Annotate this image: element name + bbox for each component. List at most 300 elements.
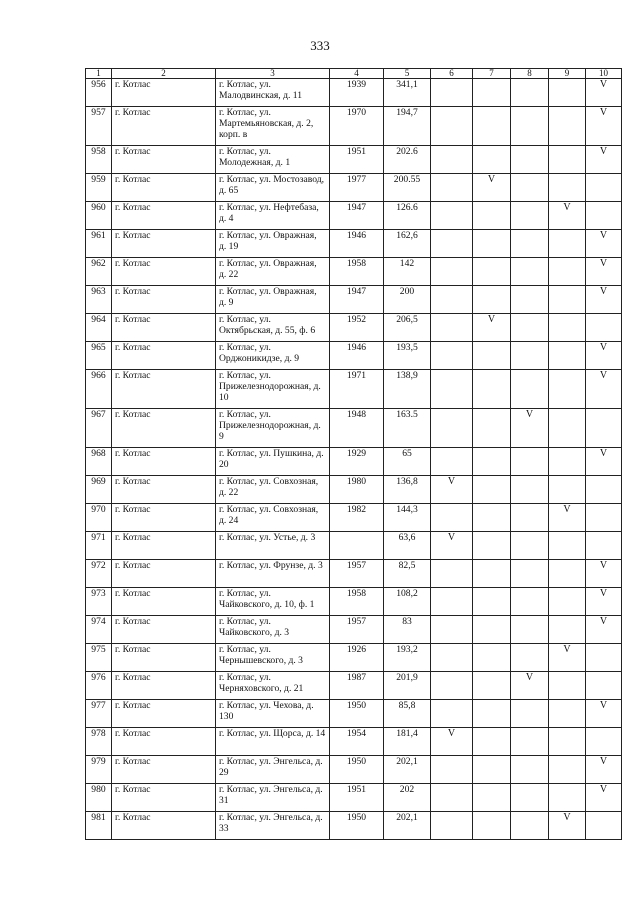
year-built: 1971 [330, 370, 384, 409]
mark-cell-col-8 [511, 644, 549, 672]
mark-cell-col-9 [549, 728, 586, 756]
row-number: 973 [86, 588, 112, 616]
mark-cell-col-8 [511, 476, 549, 504]
check-mark: V [586, 560, 622, 588]
mark-cell-col-6 [431, 202, 473, 230]
mark-cell-col-7 [473, 672, 511, 700]
mark-cell-col-9 [549, 230, 586, 258]
floor-area: 193,5 [384, 342, 431, 370]
year-built: 1950 [330, 700, 384, 728]
mark-cell-col-6 [431, 174, 473, 202]
mark-cell-col-6 [431, 258, 473, 286]
check-mark: V [473, 174, 511, 202]
col-header-10: 10 [586, 69, 622, 79]
address: г. Котлас, ул. Устье, д. 3 [216, 532, 330, 560]
mark-cell-col-9 [549, 146, 586, 174]
settlement: г. Котлас [112, 448, 216, 476]
settlement: г. Котлас [112, 146, 216, 174]
mark-cell-col-6 [431, 504, 473, 532]
mark-cell-col-8 [511, 202, 549, 230]
address: г. Котлас, ул. Чехова, д. 130 [216, 700, 330, 728]
mark-cell-col-8 [511, 728, 549, 756]
address: г. Котлас, ул. Совхозная, д. 22 [216, 476, 330, 504]
row-number: 970 [86, 504, 112, 532]
mark-cell-col-6 [431, 700, 473, 728]
mark-cell-col-9 [549, 409, 586, 448]
table-body [86, 79, 622, 840]
mark-cell-col-10 [586, 644, 622, 672]
year-built: 1947 [330, 202, 384, 230]
mark-cell-col-8 [511, 146, 549, 174]
floor-area: 65 [384, 448, 431, 476]
settlement: г. Котлас [112, 107, 216, 146]
check-mark: V [586, 342, 622, 370]
mark-cell-col-6 [431, 146, 473, 174]
year-built: 1982 [330, 504, 384, 532]
col-header-7: 7 [473, 69, 511, 79]
table-row [86, 532, 622, 560]
table-row [86, 700, 622, 728]
address: г. Котлас, ул. Овражная, д. 9 [216, 286, 330, 314]
row-number: 972 [86, 560, 112, 588]
mark-cell-col-9 [549, 560, 586, 588]
floor-area: 202 [384, 784, 431, 812]
row-number: 968 [86, 448, 112, 476]
mark-cell-col-6 [431, 409, 473, 448]
check-mark: V [511, 672, 549, 700]
mark-cell-col-9 [549, 174, 586, 202]
floor-area: 82,5 [384, 560, 431, 588]
year-built [330, 532, 384, 560]
mark-cell-col-6 [431, 370, 473, 409]
check-mark: V [549, 504, 586, 532]
settlement: г. Котлас [112, 756, 216, 784]
column-number-row [86, 69, 622, 79]
mark-cell-col-8 [511, 560, 549, 588]
settlement: г. Котлас [112, 532, 216, 560]
col-header-3: 3 [216, 69, 330, 79]
mark-cell-col-10 [586, 202, 622, 230]
mark-cell-col-6 [431, 812, 473, 840]
check-mark: V [586, 588, 622, 616]
row-number: 978 [86, 728, 112, 756]
floor-area: 200 [384, 286, 431, 314]
mark-cell-col-7 [473, 700, 511, 728]
table-row [86, 784, 622, 812]
page-number: 333 [310, 38, 330, 53]
mark-cell-col-6 [431, 230, 473, 258]
mark-cell-col-8 [511, 174, 549, 202]
col-header-1: 1 [86, 69, 112, 79]
mark-cell-col-9 [549, 286, 586, 314]
floor-area: 194,7 [384, 107, 431, 146]
row-number: 979 [86, 756, 112, 784]
year-built: 1947 [330, 286, 384, 314]
floor-area: 85,8 [384, 700, 431, 728]
mark-cell-col-9 [549, 79, 586, 107]
mark-cell-col-8 [511, 588, 549, 616]
settlement: г. Котлас [112, 700, 216, 728]
mark-cell-col-9 [549, 314, 586, 342]
mark-cell-col-8 [511, 700, 549, 728]
settlement: г. Котлас [112, 672, 216, 700]
check-mark: V [586, 230, 622, 258]
floor-area: 126.6 [384, 202, 431, 230]
settlement: г. Котлас [112, 370, 216, 409]
mark-cell-col-8 [511, 812, 549, 840]
settlement: г. Котлас [112, 174, 216, 202]
row-number: 959 [86, 174, 112, 202]
row-number: 975 [86, 644, 112, 672]
address: г. Котлас, ул. Прижелезнодорожная, д. 10 [216, 370, 330, 409]
mark-cell-col-9 [549, 258, 586, 286]
year-built: 1948 [330, 409, 384, 448]
row-number: 980 [86, 784, 112, 812]
floor-area: 341,1 [384, 79, 431, 107]
address: г. Котлас, ул. Прижелезнодорожная, д. 9 [216, 409, 330, 448]
address: г. Котлас, ул. Мостозавод, д. 65 [216, 174, 330, 202]
mark-cell-col-10 [586, 476, 622, 504]
check-mark: V [473, 314, 511, 342]
mark-cell-col-6 [431, 644, 473, 672]
floor-area: 63,6 [384, 532, 431, 560]
mark-cell-col-7 [473, 409, 511, 448]
year-built: 1952 [330, 314, 384, 342]
year-built: 1950 [330, 812, 384, 840]
mark-cell-col-7 [473, 812, 511, 840]
mark-cell-col-7 [473, 342, 511, 370]
check-mark: V [586, 756, 622, 784]
mark-cell-col-9 [549, 588, 586, 616]
row-number: 966 [86, 370, 112, 409]
mark-cell-col-9 [549, 756, 586, 784]
year-built: 1980 [330, 476, 384, 504]
address: г. Котлас, ул. Энгельса, д. 31 [216, 784, 330, 812]
mark-cell-col-8 [511, 616, 549, 644]
table-row [86, 812, 622, 840]
row-number: 962 [86, 258, 112, 286]
check-mark: V [586, 700, 622, 728]
mark-cell-col-10 [586, 532, 622, 560]
mark-cell-col-6 [431, 616, 473, 644]
mark-cell-col-9 [549, 342, 586, 370]
mark-cell-col-6 [431, 79, 473, 107]
mark-cell-col-7 [473, 756, 511, 784]
mark-cell-col-7 [473, 504, 511, 532]
table-row [86, 728, 622, 756]
check-mark: V [431, 728, 473, 756]
check-mark: V [586, 784, 622, 812]
mark-cell-col-7 [473, 230, 511, 258]
mark-cell-col-6 [431, 588, 473, 616]
mark-cell-col-8 [511, 79, 549, 107]
table-row [86, 588, 622, 616]
address: г. Котлас, ул. Молодежная, д. 1 [216, 146, 330, 174]
settlement: г. Котлас [112, 202, 216, 230]
mark-cell-col-7 [473, 588, 511, 616]
table-row [86, 314, 622, 342]
address: г. Котлас, ул. Черняховского, д. 21 [216, 672, 330, 700]
mark-cell-col-6 [431, 784, 473, 812]
col-header-6: 6 [431, 69, 473, 79]
table-row [86, 504, 622, 532]
address: г. Котлас, ул. Нефтебаза, д. 4 [216, 202, 330, 230]
table-row [86, 370, 622, 409]
table-row [86, 286, 622, 314]
mark-cell-col-8 [511, 314, 549, 342]
row-number: 976 [86, 672, 112, 700]
settlement: г. Котлас [112, 258, 216, 286]
table-row [86, 672, 622, 700]
mark-cell-col-7 [473, 476, 511, 504]
address: г. Котлас, ул. Чернышевского, д. 3 [216, 644, 330, 672]
year-built: 1926 [330, 644, 384, 672]
table-row [86, 107, 622, 146]
row-number: 981 [86, 812, 112, 840]
row-number: 958 [86, 146, 112, 174]
floor-area: 181,4 [384, 728, 431, 756]
address: г. Котлас, ул. Овражная, д. 22 [216, 258, 330, 286]
mark-cell-col-6 [431, 342, 473, 370]
settlement: г. Котлас [112, 409, 216, 448]
year-built: 1929 [330, 448, 384, 476]
check-mark: V [586, 286, 622, 314]
settlement: г. Котлас [112, 812, 216, 840]
mark-cell-col-9 [549, 672, 586, 700]
mark-cell-col-7 [473, 616, 511, 644]
floor-area: 83 [384, 616, 431, 644]
check-mark: V [549, 202, 586, 230]
table-row [86, 258, 622, 286]
settlement: г. Котлас [112, 314, 216, 342]
settlement: г. Котлас [112, 560, 216, 588]
mark-cell-col-8 [511, 784, 549, 812]
address: г. Котлас, ул. Чайковского, д. 10, ф. 1 [216, 588, 330, 616]
mark-cell-col-7 [473, 784, 511, 812]
table-row [86, 756, 622, 784]
table-row [86, 644, 622, 672]
col-header-4: 4 [330, 69, 384, 79]
mark-cell-col-10 [586, 728, 622, 756]
settlement: г. Котлас [112, 230, 216, 258]
table-row [86, 174, 622, 202]
row-number: 967 [86, 409, 112, 448]
mark-cell-col-8 [511, 286, 549, 314]
mark-cell-col-6 [431, 286, 473, 314]
year-built: 1958 [330, 258, 384, 286]
mark-cell-col-9 [549, 448, 586, 476]
year-built: 1946 [330, 230, 384, 258]
mark-cell-col-7 [473, 532, 511, 560]
mark-cell-col-8 [511, 107, 549, 146]
mark-cell-col-9 [549, 370, 586, 409]
floor-area: 201,9 [384, 672, 431, 700]
mark-cell-col-9 [549, 700, 586, 728]
settlement: г. Котлас [112, 616, 216, 644]
row-number: 969 [86, 476, 112, 504]
year-built: 1950 [330, 756, 384, 784]
floor-area: 162,6 [384, 230, 431, 258]
col-header-8: 8 [511, 69, 549, 79]
mark-cell-col-9 [549, 616, 586, 644]
row-number: 965 [86, 342, 112, 370]
mark-cell-col-10 [586, 409, 622, 448]
row-number: 974 [86, 616, 112, 644]
row-number: 977 [86, 700, 112, 728]
mark-cell-col-8 [511, 448, 549, 476]
settlement: г. Котлас [112, 79, 216, 107]
floor-area: 202.6 [384, 146, 431, 174]
floor-area: 144,3 [384, 504, 431, 532]
floor-area: 193,2 [384, 644, 431, 672]
mark-cell-col-6 [431, 107, 473, 146]
address: г. Котлас, ул. Щорса, д. 14 [216, 728, 330, 756]
mark-cell-col-8 [511, 532, 549, 560]
year-built: 1957 [330, 616, 384, 644]
floor-area: 138,9 [384, 370, 431, 409]
col-header-2: 2 [112, 69, 216, 79]
settlement: г. Котлас [112, 588, 216, 616]
floor-area: 202,1 [384, 756, 431, 784]
address: г. Котлас, ул. Овражная, д. 19 [216, 230, 330, 258]
settlement: г. Котлас [112, 476, 216, 504]
mark-cell-col-6 [431, 672, 473, 700]
check-mark: V [586, 79, 622, 107]
year-built: 1958 [330, 588, 384, 616]
mark-cell-col-10 [586, 504, 622, 532]
year-built: 1951 [330, 784, 384, 812]
row-number: 961 [86, 230, 112, 258]
mark-cell-col-10 [586, 174, 622, 202]
row-number: 957 [86, 107, 112, 146]
col-header-5: 5 [384, 69, 431, 79]
mark-cell-col-8 [511, 342, 549, 370]
mark-cell-col-7 [473, 644, 511, 672]
housing-register-table [85, 68, 622, 840]
mark-cell-col-7 [473, 202, 511, 230]
address: г. Котлас, ул. Фрунзе, д. 3 [216, 560, 330, 588]
table-row [86, 560, 622, 588]
table-row [86, 476, 622, 504]
floor-area: 108,2 [384, 588, 431, 616]
address: г. Котлас, ул. Мартемьяновская, д. 2, корп. в [216, 107, 330, 146]
mark-cell-col-8 [511, 370, 549, 409]
mark-cell-col-7 [473, 448, 511, 476]
check-mark: V [586, 370, 622, 409]
table-row [86, 342, 622, 370]
check-mark: V [586, 448, 622, 476]
mark-cell-col-8 [511, 504, 549, 532]
check-mark: V [549, 812, 586, 840]
year-built: 1987 [330, 672, 384, 700]
mark-cell-col-6 [431, 314, 473, 342]
row-number: 960 [86, 202, 112, 230]
col-header-9: 9 [549, 69, 586, 79]
address: г. Котлас, ул. Энгельса, д. 33 [216, 812, 330, 840]
check-mark: V [586, 258, 622, 286]
floor-area: 206,5 [384, 314, 431, 342]
mark-cell-col-6 [431, 448, 473, 476]
mark-cell-col-7 [473, 146, 511, 174]
mark-cell-col-10 [586, 314, 622, 342]
check-mark: V [586, 146, 622, 174]
floor-area: 136,8 [384, 476, 431, 504]
check-mark: V [431, 476, 473, 504]
table-row [86, 146, 622, 174]
settlement: г. Котлас [112, 644, 216, 672]
row-number: 963 [86, 286, 112, 314]
mark-cell-col-8 [511, 258, 549, 286]
address: г. Котлас, ул. Малодвинская, д. 11 [216, 79, 330, 107]
mark-cell-col-6 [431, 756, 473, 784]
floor-area: 142 [384, 258, 431, 286]
table-row [86, 230, 622, 258]
address: г. Котлас, ул. Чайковского, д. 3 [216, 616, 330, 644]
mark-cell-col-7 [473, 258, 511, 286]
check-mark: V [586, 616, 622, 644]
mark-cell-col-7 [473, 728, 511, 756]
mark-cell-col-7 [473, 286, 511, 314]
address: г. Котлас, ул. Энгельса, д. 29 [216, 756, 330, 784]
table-row [86, 79, 622, 107]
mark-cell-col-8 [511, 756, 549, 784]
check-mark: V [431, 532, 473, 560]
mark-cell-col-8 [511, 230, 549, 258]
table-row [86, 448, 622, 476]
mark-cell-col-10 [586, 812, 622, 840]
mark-cell-col-7 [473, 107, 511, 146]
year-built: 1970 [330, 107, 384, 146]
mark-cell-col-7 [473, 370, 511, 409]
address: г. Котлас, ул. Совхозная, д. 24 [216, 504, 330, 532]
settlement: г. Котлас [112, 342, 216, 370]
settlement: г. Котлас [112, 784, 216, 812]
mark-cell-col-9 [549, 107, 586, 146]
mark-cell-col-7 [473, 79, 511, 107]
year-built: 1957 [330, 560, 384, 588]
check-mark: V [511, 409, 549, 448]
mark-cell-col-9 [549, 532, 586, 560]
mark-cell-col-7 [473, 560, 511, 588]
mark-cell-col-9 [549, 476, 586, 504]
mark-cell-col-10 [586, 672, 622, 700]
check-mark: V [586, 107, 622, 146]
settlement: г. Котлас [112, 286, 216, 314]
floor-area: 163.5 [384, 409, 431, 448]
year-built: 1954 [330, 728, 384, 756]
table-row [86, 202, 622, 230]
check-mark: V [549, 644, 586, 672]
year-built: 1939 [330, 79, 384, 107]
address: г. Котлас, ул. Орджоникидзе, д. 9 [216, 342, 330, 370]
settlement: г. Котлас [112, 504, 216, 532]
settlement: г. Котлас [112, 728, 216, 756]
row-number: 956 [86, 79, 112, 107]
floor-area: 200.55 [384, 174, 431, 202]
row-number: 964 [86, 314, 112, 342]
year-built: 1977 [330, 174, 384, 202]
table-row [86, 409, 622, 448]
mark-cell-col-9 [549, 784, 586, 812]
address: г. Котлас, ул. Пушкина, д. 20 [216, 448, 330, 476]
row-number: 971 [86, 532, 112, 560]
address: г. Котлас, ул. Октябрьская, д. 55, ф. 6 [216, 314, 330, 342]
year-built: 1951 [330, 146, 384, 174]
floor-area: 202,1 [384, 812, 431, 840]
mark-cell-col-6 [431, 560, 473, 588]
year-built: 1946 [330, 342, 384, 370]
table-row [86, 616, 622, 644]
